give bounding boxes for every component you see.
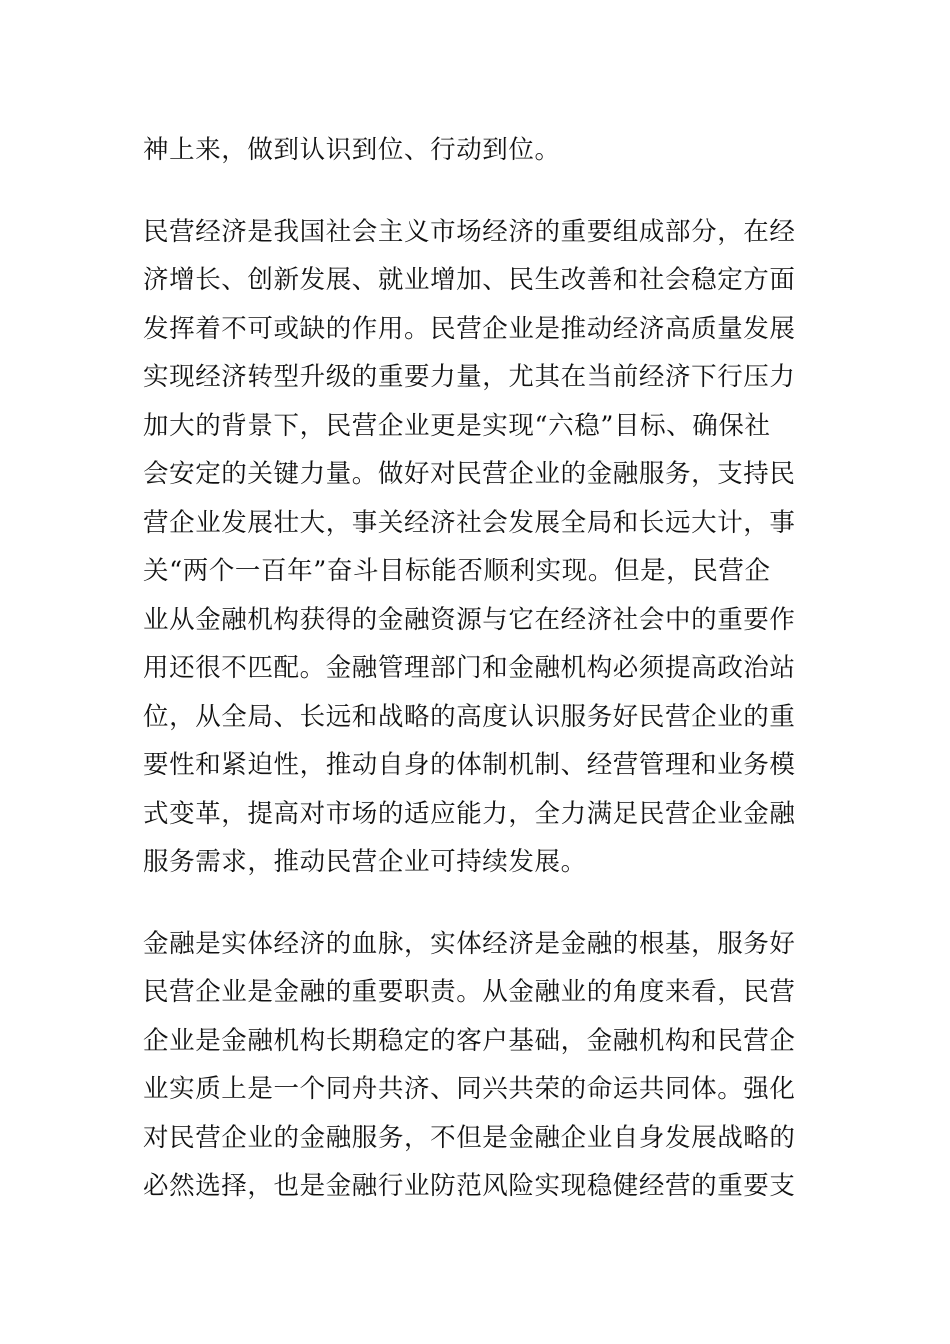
- text-line: 会安定的关键力量。做好对民营企业的金融服务，支持民: [143, 459, 796, 489]
- text-line: 济增长、创新发展、就业增加、民生改善和社会稳定方面: [143, 265, 796, 295]
- document-body: [143, 126, 807, 1211]
- text-line: 服务需求，推动民营企业可持续发展。: [143, 847, 587, 877]
- paragraph-3: [143, 920, 807, 1211]
- text-line: 实现经济转型升级的重要力量，尤其在当前经济下行压力: [143, 362, 796, 392]
- text-line: 要性和紧迫性，推动自身的体制机制、经营管理和业务模: [143, 750, 796, 780]
- text-line: 关“两个一百年”奋斗目标能否顺利实现。但是，民营企: [143, 556, 771, 586]
- text-line: 民营经济是我国社会主义市场经济的重要组成部分，在经: [143, 216, 796, 247]
- text-line: 金融是实体经济的血脉，实体经济是金融的根基，服务好: [143, 928, 796, 959]
- text-line: 神上来，做到认识到位、行动到位。: [143, 135, 561, 165]
- text-line: 业从金融机构获得的金融资源与它在经济社会中的重要作: [143, 604, 796, 635]
- text-line: 必然选择，也是金融行业防范风险实现稳健经营的重要支: [143, 1171, 796, 1201]
- text-line: 企业是金融机构长期稳定的客户基础，金融机构和民营企: [143, 1025, 796, 1056]
- text-line: 业实质上是一个同舟共济、同兴共荣的命运共同体。强化: [143, 1074, 796, 1104]
- text-line: 加大的背景下，民营企业更是实现“六稳”目标、确保社: [143, 410, 771, 441]
- text-line: 民营企业是金融的重要职责。从金融业的角度来看，民营: [143, 977, 796, 1007]
- text-line: 位，从全局、长远和战略的高度认识服务好民营企业的重: [143, 701, 796, 732]
- text-line: 式变革，提高对市场的适应能力，全力满足民营企业金融: [143, 798, 796, 829]
- text-line: 用还很不匹配。金融管理部门和金融机构必须提高政治站: [143, 653, 796, 683]
- paragraph-2: [143, 208, 807, 887]
- text-line: 营企业发展壮大，事关经济社会发展全局和长远大计，事: [143, 507, 796, 538]
- paragraph-1: [143, 126, 807, 175]
- text-line: 发挥着不可或缺的作用。民营企业是推动经济高质量发展: [143, 313, 796, 344]
- text-line: 对民营企业的金融服务，不但是金融企业自身发展战略的: [143, 1122, 796, 1153]
